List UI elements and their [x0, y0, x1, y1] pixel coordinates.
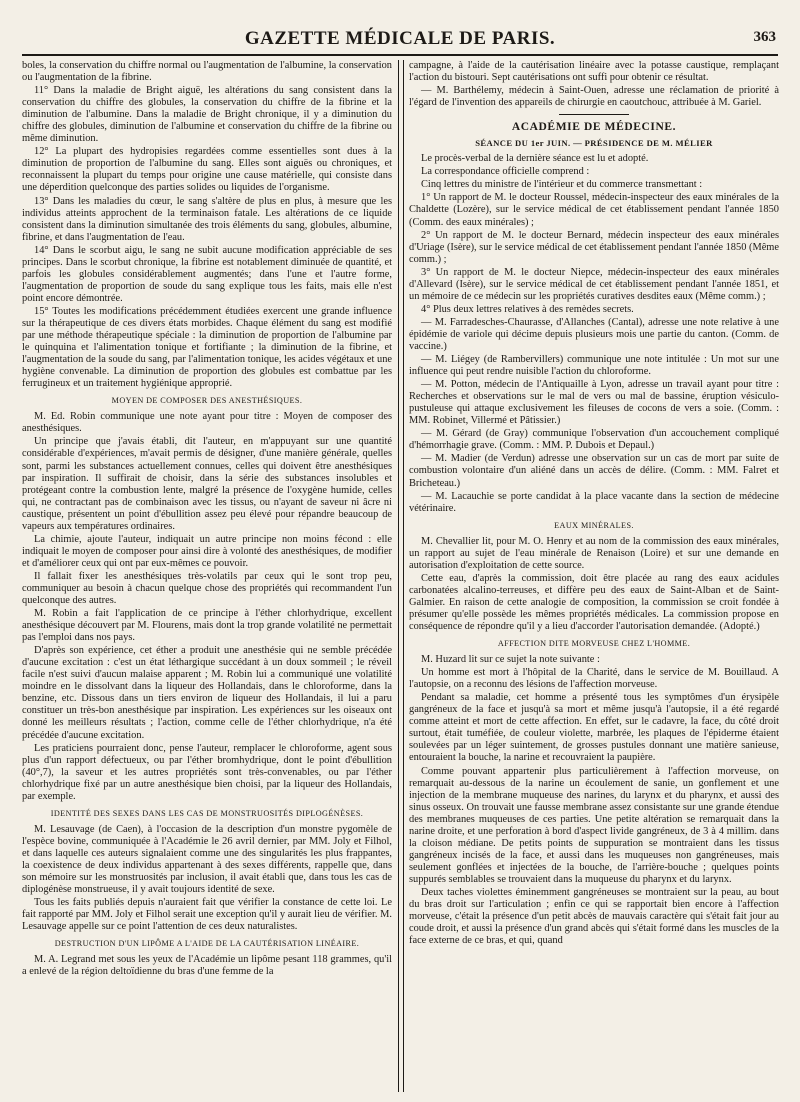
- paragraph: Cette eau, d'après la commission, doit être placée au rang des eaux acidules carbonatées alcalino-terreuses, et diffère peu des eaux de Saint-Alban et de Saint-Galmier. En raison de cette analogie de composition, la commission se croit fondée à présumer qu'elle possède les mêmes propriétés médicales. La commission propose en conséquence de répondre qu'il y a lieu d'accorder l'autorisation demandée. (Adopté.): [409, 572, 779, 633]
- paragraph: 1° Un rapport de M. le docteur Roussel, médecin-inspecteur des eaux minérales de la Chaldette (Lozère), sur le service médical de cet établissement pendant l'année 1850 (Comm. des eaux minérales) ;: [409, 192, 779, 228]
- paragraph: M. Ed. Robin communique une note ayant pour titre : Moyen de composer des anesthésiques.: [22, 411, 392, 435]
- paragraph: Un principe que j'avais établi, dit l'auteur, en m'appuyant sur une quantité considérable d'expériences, m'avait permis de désigner, d'une manière générale, quelles sont, parmi les substances actuellement connues, celles qui doivent être anesthésiques par inspiration. Il suffirait de choisir, dans la série des substances insolubles et protégeant contre la combustion lente, malgré la présence de l'oxygène humide, celles qui, ne contractant pas de combinaison avec les tissus, ou n'ayant de saveur ni âcre ni caustique, présentent un point d'ébullition assez peu élevé pour répandre beaucoup de vapeurs aux températures ordinaires.: [22, 436, 392, 532]
- paragraph: M. Robin a fait l'application de ce principe à l'éther chlorhydrique, excellent anesthésique découvert par M. Flourens, mais dont la trop grande volatilité ne permettait pas l'emploi dans nos pays.: [22, 608, 392, 644]
- paragraph: — M. Barthélemy, médecin à Saint-Ouen, adresse une réclamation de priorité à l'égard de l'invention des appareils de chirurgie en caoutchouc, attribuée à M. Gariel.: [409, 85, 779, 109]
- paragraph: 11° Dans la maladie de Bright aiguë, les altérations du sang consistent dans la conservation du chiffre des globules, la conservation du chiffre de la fibrine et la diminution de l'albumine. Dans la maladie de Bright chronique, il y a diminution du chiffre des globules, diminution de l'albumine et conservation du chiffre de la fibrine ou même diminution.: [22, 85, 392, 145]
- paragraph: D'après son expérience, cet éther a produit une anesthésie qui ne semble précédée d'aucune excitation : c'est un état léthargique succédant à un doux sommeil ; le réveil facile n'est suivi d'aucun malaise apparent ; M. Robin lui a communiqué une volatilité moindre en le dissolvant dans la liqueur des Hollandais, dans le chloroforme, dans la benzine, etc. Dissous dans un tiers environ de liqueur des Hollandais, il lui a paru constituer un très-bon anesthésique par inspiration. Les expériences sur les oiseaux ont donné les meilleurs résultats ; l'action, comme celle de l'éther chlorhydrique, n'a été précédée d'aucune excitation.: [22, 645, 392, 741]
- paragraph: La correspondance officielle comprend :: [421, 166, 590, 178]
- paragraph: Le procès-verbal de la dernière séance est lu et adopté.: [421, 153, 649, 165]
- page-number: 363: [753, 29, 776, 45]
- session-heading: SÉANCE DU 1er JUIN. — PRÉSIDENCE DE M. MÉLIER: [475, 138, 713, 149]
- paragraph: — M. Lacauchie se porte candidat à la place vacante dans la section de médecine vétérinaire.: [409, 490, 779, 514]
- section-rule: [559, 114, 629, 115]
- paragraph: Cinq lettres du ministre de l'intérieur et du commerce transmettant :: [421, 179, 703, 191]
- paragraph: campagne, à l'aide de la cautérisation linéaire avec la potasse caustique, remplaçant l'action du bistouri. Sept cautérisations ont suffi pour obtenir ce résultat.: [409, 60, 779, 84]
- paragraph: — M. Farradesches-Chaurasse, d'Allanches (Cantal), adresse une note relative à une épidémie de variole qui décime depuis plusieurs mois une partie du canton. (Comm. de vaccine.): [409, 316, 779, 352]
- paragraph: Pendant sa maladie, cet homme a présenté tous les symptômes d'un érysipèle gangréneux de la face et jusqu'à sa mort et même jusqu'à l'autopsie, il a été regardé comme atteint et mort de cette affection. En effet, sur le cadavre, la face, du côté droit surtout, était tuméfiée, de couleur violette, marbrée, les plaques de l'épiderme étaient soulevées par un léger suintement, de grosses pustules donnant une matière sanieuse, entouraient la bouche, la narine et recouvraient la paupière.: [409, 692, 779, 764]
- paragraph: 4° Plus deux lettres relatives à des remèdes secrets.: [421, 303, 634, 315]
- paragraph: M. Huzard lit sur ce sujet la note suivante :: [421, 654, 600, 666]
- paragraph: Comme pouvant appartenir plus particulièrement à l'affection morveuse, on remarquait au-dessous de la narine un écoulement de sanie, un gonflement et une injection de la membrane muqueuse des narines, du larynx et du pharynx, et aussi des sinus osseux. On trouvait une fausse membrane assez consistante sur une grande étendue des membranes muqueuses de ces parties. Une petite altération se remarquait dans la narine droite, et une perforation à bord d'aspect livide gangréneux, de 3 à 4 millim. dans la cloison médiane. De petits points de suppuration se montraient dans les tissus gangréneux incisés de la face, et aussi dans les muqueuses non gangréneuses, mais seulement gonflées et injectées de la bouche, de l'arrière-bouche ; quelques points suppurés semblables se trouvaient dans la muqueuse du pharynx et du larynx.: [409, 765, 779, 885]
- paragraph: La chimie, ajoute l'auteur, indiquait un autre principe non moins fécond : elle indiquait le moyen de composer pour ainsi dire à volonté des anesthésiques, de modifier et d'améliorer ceux qui ont par eux-mêmes ce pouvoir.: [22, 533, 392, 569]
- paragraph: Il fallait fixer les anesthésiques très-volatils par ceux qui le sont trop peu, communiquer au besoin à chacun quelque chose des propriétés qui recommandent l'un quelconque des autres.: [22, 570, 392, 607]
- paragraph: — M. Liégey (de Rambervillers) communique une note intitulée : Un mot sur une influence qui peut rendre nuisible l'action du chloroforme.: [409, 354, 779, 378]
- page-header: [22, 26, 778, 52]
- paragraph: — M. Madier (de Verdun) adresse une observation sur un cas de mort par suite de combustion volontaire d'un aliéné dans un accès de délire. (Comm. : MM. Falret et Bricheteau.): [409, 453, 779, 489]
- paragraph: — M. Potton, médecin de l'Antiquaille à Lyon, adresse un travail ayant pour titre : Recherches et observations sur le mal de vers ou mal de bassine, éruption vésiculo-pustuleuse qui attaque exclusivement les fileuses de cocons de vers a soie. (Comm. : MM. Robinet, Villermé et Pâtissier.): [409, 379, 779, 427]
- section-title: EAUX MINÉRALES.: [554, 520, 634, 530]
- section-title: IDENTITÉ DES SEXES DANS LES CAS DE MONSTRUOSITÉS DIPLOGÉNÈSES.: [50, 808, 364, 818]
- paragraph: M. A. Legrand met sous les yeux de l'Académie un lipôme pesant 118 grammes, qu'il a enlevé de la région deltoïdienne du bras d'une femme de la: [22, 954, 392, 978]
- paragraph: 13° Dans les maladies du cœur, le sang s'altère de plus en plus, à mesure que les individus atteints approchent de la terminaison fatale. Les altérations de ce liquide consistent dans la diminution simultanée des trois éléments du sang, globules, albumine, fibrine, et dans l'augmentation de l'eau.: [22, 195, 392, 243]
- section-title: AFFECTION DITE MORVEUSE CHEZ L'HOMME.: [497, 639, 691, 649]
- paragraph: Deux taches violettes éminemment gangréneuses se montraient sur la peau, au bout du bras droit sur l'articulation ; enfin ce qui se rapportait bien encore à l'affection morveuse, c'était la présence d'un petit abcès de mauvais caractère qui s'était fait jour au coude droit, et aussi la présence d'un grand abcès qui s'était formé dans les muscles de la face externe de ce bras, et qui, quand: [409, 887, 779, 947]
- section-title: DESTRUCTION D'UN LIPÔME A L'AIDE DE LA CAUTÉRISATION LINÉAIRE.: [54, 939, 360, 949]
- paragraph: Les praticiens pourraient donc, pense l'auteur, remplacer le chloroforme, agent sous plus d'un rapport défectueux, ou par l'éther bromhydrique, dont le point d'ébullition (40°,7), la saveur et les autres propriétés sont très-convenables, ou par l'éther chlorhydrique fixé par un autre anesthésique bien choisi, par la liqueur des Hollandais, par exemple.: [22, 742, 392, 802]
- header-rule: [22, 54, 778, 56]
- paragraph: M. Chevallier lit, pour M. O. Henry et au nom de la commission des eaux minérales, un rapport au sujet de l'eau minérale de Renaison (Loire) et sur une demande en autorisation d'exploitation de cette source.: [409, 535, 779, 571]
- paragraph: 12° La plupart des hydropisies regardées comme essentielles sont dues à la diminution de proportion de l'albumine du sang. Elles sont aiguës ou chroniques, et reconnaissent la plupart du temps pour origine une cause matérielle, qui consiste dans une déperdition quelconque des parties solides ou liquides de l'organisme.: [22, 146, 392, 194]
- paragraph: 14° Dans le scorbut aigu, le sang ne subit aucune modification appréciable de ses principes. Dans le scorbut chronique, la fibrine est notablement diminuée de quantité, et parfois les globules considérablement augmentés; dans l'une et l'autre forme, l'augmentation de proportion de soude du sang explique tous les faits, mais elle n'est point encore démontrée.: [22, 244, 392, 304]
- right-column: [409, 60, 779, 1096]
- paragraph: Un homme est mort à l'hôpital de la Charité, dans le service de M. Bouillaud. A l'autopsie, on a reconnu des lésions de l'affection morveuse.: [409, 667, 779, 691]
- paragraph: boles, la conservation du chiffre normal ou l'augmentation de l'albumine, la conservation ou l'augmentation de la fibrine.: [22, 60, 392, 84]
- paragraph: — M. Gérard (de Gray) communique l'observation d'un accouchement compliqué d'hémorrhagie grave. (Comm. : MM. P. Dubois et Depaul.): [409, 428, 779, 452]
- paragraph: 15° Toutes les modifications précédemment étudiées exercent une grande influence sur la thérapeutique de ces divers états morbides. Chaque élément du sang est modifié par une méthode thérapeutique spéciale : la diminution de proportion de l'albumine par le quinquina et l'alimentation tonique et fortifiante ; la diminution de la fibrine, et l'augmentation de la soude du sang, par l'alimentation tonique, les acides végétaux et une hygiène convenable. La diminution de proportion des globules est combattue par les ferrugineux et un traitement hygiénique approprié.: [22, 305, 392, 390]
- paragraph: 2° Un rapport de M. le docteur Bernard, médecin inspecteur des eaux minérales d'Uriage (Isère), sur le service médical de cet établissement pendant l'année 1850 (Même comm.) ;: [409, 229, 779, 265]
- section-title: MOYEN DE COMPOSER DES ANESTHÉSIQUES.: [111, 396, 303, 406]
- paragraph: 3° Un rapport de M. le docteur Niepce, médecin-inspecteur des eaux minérales d'Allevard (Isère), sur le service médical de cet établissement pendant l'année 1851, et un mémoire de ce médecin sur les propriétés curatives desdites eaux (Même comm.) ;: [409, 266, 779, 302]
- left-column: [22, 60, 392, 1096]
- journal-title: GAZETTE MÉDICALE DE PARIS.: [244, 28, 556, 49]
- paragraph: M. Lesauvage (de Caen), à l'occasion de la description d'un monstre pygomèle de l'espèce bovine, communiquée à l'Académie le 26 avril dernier, par MM. Joly et Filhol, et dans laquelle ces auteurs signalaient comme une des singularités les plus frappantes, la coexistence de deux individus appartenant à des sexes différents, rappelle que, dans son mémoire sur les monstruosités par inclusion, il avait établi que, dans tous les cas de diplogénèse monstrueuse, il y avait toujours identité de sexe.: [22, 823, 392, 896]
- column-divider: [398, 60, 404, 1092]
- academy-heading: ACADÉMIE DE MÉDECINE.: [511, 121, 677, 134]
- paragraph: Tous les faits publiés depuis n'auraient fait que vérifier la constance de cette loi. Le fait rapporté par MM. Joly et Filhol serait une exception qu'il y aurait lieu de vérifier. M. Lesauvage appelle sur ce point l'attention de ces deux naturalistes.: [22, 897, 392, 933]
